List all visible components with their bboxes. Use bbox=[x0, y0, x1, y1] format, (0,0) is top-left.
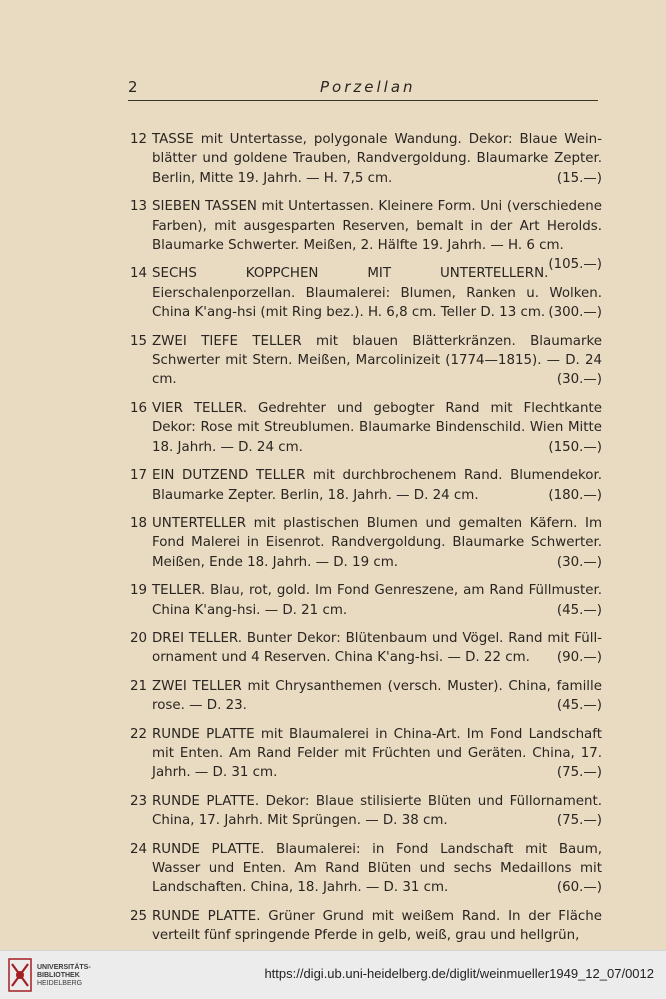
entry-description: SIEBEN TASSEN mit Untertassen. Kleinere Form. Uni (verschiedene Farben), mit ausgesparten Reserven, bemalt in der Art Herolds. Blaumarke Schwerter. Meißen, 2. Hälfte 19. Jahrh. — H. 6 cm. bbox=[152, 199, 602, 254]
viewer-footer bbox=[0, 950, 666, 999]
page-number: 2 bbox=[128, 78, 139, 96]
catalog-entry bbox=[130, 332, 602, 390]
entry-text bbox=[152, 264, 602, 322]
entry-text bbox=[152, 629, 602, 668]
entry-number: 23 bbox=[130, 793, 148, 809]
entry-text bbox=[152, 840, 602, 898]
entry-text bbox=[152, 907, 602, 946]
entry-price: (180.—) bbox=[548, 487, 602, 503]
entry-number: 12 bbox=[130, 132, 148, 147]
entry-number: 13 bbox=[130, 199, 148, 215]
logo-line-1: UNIVERSITÄTS- bbox=[37, 964, 91, 971]
entry-description: RUNDE PLATTE. Grüner Grund mit weißem Rand. In der Fläche verteilt fünf springende Pferde in gelb, weiß, grau und hellgrün, bbox=[152, 908, 602, 944]
entry-price: (60.—) bbox=[556, 880, 602, 896]
entry-price: (150.—) bbox=[548, 439, 602, 455]
entry-price: (90.—) bbox=[556, 650, 602, 666]
catalog-entry bbox=[130, 792, 602, 831]
entry-description: TELLER. Blau, rot, gold. Im Fond Genreszene, am Rand Füllmuster. China K'ang-hsi. — D. 21 cm. bbox=[152, 583, 602, 618]
entry-description: UNTERTELLER mit plastischen Blumen und gemalten Käfern. Im Fond Malerei in Eisenrot. Randvergoldung. Blaumarke Schwerter. Meißen, Ende 18. Jahrh. — D. 19 cm. bbox=[152, 515, 602, 570]
entry-number: 21 bbox=[130, 678, 148, 694]
entry-price: (300.—) bbox=[548, 305, 602, 321]
entry-number: 19 bbox=[130, 583, 148, 599]
catalog-entry bbox=[130, 840, 602, 898]
entry-description: ZWEI TELLER mit Chrysanthemen (versch. Muster). China, famille rose. — D. 23. bbox=[152, 678, 602, 714]
logo-line-3: HEIDELBERG bbox=[37, 980, 83, 987]
entry-price: (30.—) bbox=[556, 372, 602, 388]
entry-number: 22 bbox=[130, 726, 148, 742]
entry-price: (30.—) bbox=[556, 554, 602, 570]
entry-price: (75.—) bbox=[556, 813, 602, 829]
entry-description: ZWEI TIEFE TELLER mit blauen Blätterkränzen. Blaumarke Schwerter mit Stern. Meißen, Marcolinizeit (1774—1815). — D. 24 cm. bbox=[152, 333, 602, 388]
university-seal-icon[interactable] bbox=[8, 958, 32, 992]
entry-text bbox=[152, 197, 602, 273]
logo-line-2: BIBLIOTHEK bbox=[37, 972, 80, 979]
entry-number: 17 bbox=[130, 468, 148, 484]
library-logo-text[interactable] bbox=[37, 964, 91, 988]
entry-text bbox=[152, 792, 602, 831]
entry-description: SECHS KOPPCHEN MIT UNTERTELLERN. Eierschalenporzellan. Blaumalerei: Blumen, Ranken u. Wolken. China K'ang-hsi (mit Ring bez.). H. 6,8 cm. Teller D. 13 cm. bbox=[152, 266, 602, 321]
entry-text bbox=[152, 399, 602, 457]
catalog-entries bbox=[130, 130, 602, 955]
entry-text bbox=[152, 332, 602, 390]
entry-description: RUNDE PLATTE mit Blaumalerei in China-Art. Im Fond Landschaft mit Enten. Am Rand Felder mit Früchten und Geräten. China, 17. Jahrh. — D. 31 cm. bbox=[152, 726, 602, 781]
entry-price: (45.—) bbox=[556, 602, 602, 618]
entry-text bbox=[152, 677, 602, 716]
catalog-entry bbox=[130, 581, 602, 620]
entry-price: (105.—) bbox=[548, 257, 602, 273]
catalog-entry bbox=[130, 264, 602, 322]
entry-text bbox=[152, 581, 602, 620]
catalog-entry bbox=[130, 130, 602, 188]
catalog-entry bbox=[130, 725, 602, 783]
catalog-entry bbox=[130, 466, 602, 505]
entry-text bbox=[152, 466, 602, 505]
entry-text bbox=[152, 725, 602, 783]
entry-text bbox=[152, 130, 602, 188]
catalog-entry bbox=[130, 197, 602, 273]
header-rule bbox=[128, 100, 598, 101]
entry-description: DREI TELLER. Bunter Dekor: Blütenbaum und Vögel. Rand mit Füll-ornament und 4 Reserven. China K'ang-hsi. — D. 22 cm. bbox=[152, 630, 602, 666]
entry-price: (45.—) bbox=[556, 698, 602, 714]
catalog-entry bbox=[130, 907, 602, 946]
entry-number: 24 bbox=[130, 841, 148, 857]
entry-description: TASSE mit Untertasse, polygonale Wandung. Dekor: Blaue Wein-blätter und goldene Trauben, Randvergoldung. Blaumarke Zepter. Berlin, Mitte 19. Jahrh. — H. 7,5 cm. bbox=[152, 132, 602, 186]
entry-number: 25 bbox=[130, 908, 148, 924]
running-title: Porzellan bbox=[320, 78, 416, 96]
catalog-entry bbox=[130, 514, 602, 572]
entry-description: EIN DUTZEND TELLER mit durchbrochenem Rand. Blumendekor. Blaumarke Zepter. Berlin, 18. Jahrh. — D. 24 cm. bbox=[152, 468, 602, 503]
source-url-link[interactable]: https://digi.ub.uni-heidelberg.de/diglit/weinmueller1949_12_07/0012 bbox=[264, 966, 654, 981]
entry-number: 20 bbox=[130, 630, 148, 646]
entry-description: RUNDE PLATTE. Dekor: Blaue stilisierte Blüten und Füllornament. China, 17. Jahrh. Mit Sprüngen. — D. 38 cm. bbox=[152, 793, 602, 829]
catalog-entry bbox=[130, 629, 602, 668]
catalog-entry bbox=[130, 399, 602, 457]
entry-number: 16 bbox=[130, 400, 148, 416]
entry-number: 14 bbox=[130, 266, 148, 282]
catalog-entry bbox=[130, 677, 602, 716]
entry-number: 18 bbox=[130, 515, 148, 531]
entry-description: VIER TELLER. Gedrehter und gebogter Rand mit Flechtkante Dekor: Rose mit Streublumen. Blaumarke Bindenschild. Wien Mitte 18. Jahrh. — D. 24 cm. bbox=[152, 400, 602, 455]
entry-text bbox=[152, 514, 602, 572]
entry-number: 15 bbox=[130, 333, 148, 349]
entry-price: (75.—) bbox=[556, 765, 602, 781]
entry-price: (15.—) bbox=[556, 170, 602, 186]
entry-description: RUNDE PLATTE. Blaumalerei: in Fond Landschaft mit Baum, Wasser und Enten. Am Rand Blüten und sechs Medaillons mit Landschaften. China, 18. Jahrh. — D. 31 cm. bbox=[152, 841, 602, 896]
